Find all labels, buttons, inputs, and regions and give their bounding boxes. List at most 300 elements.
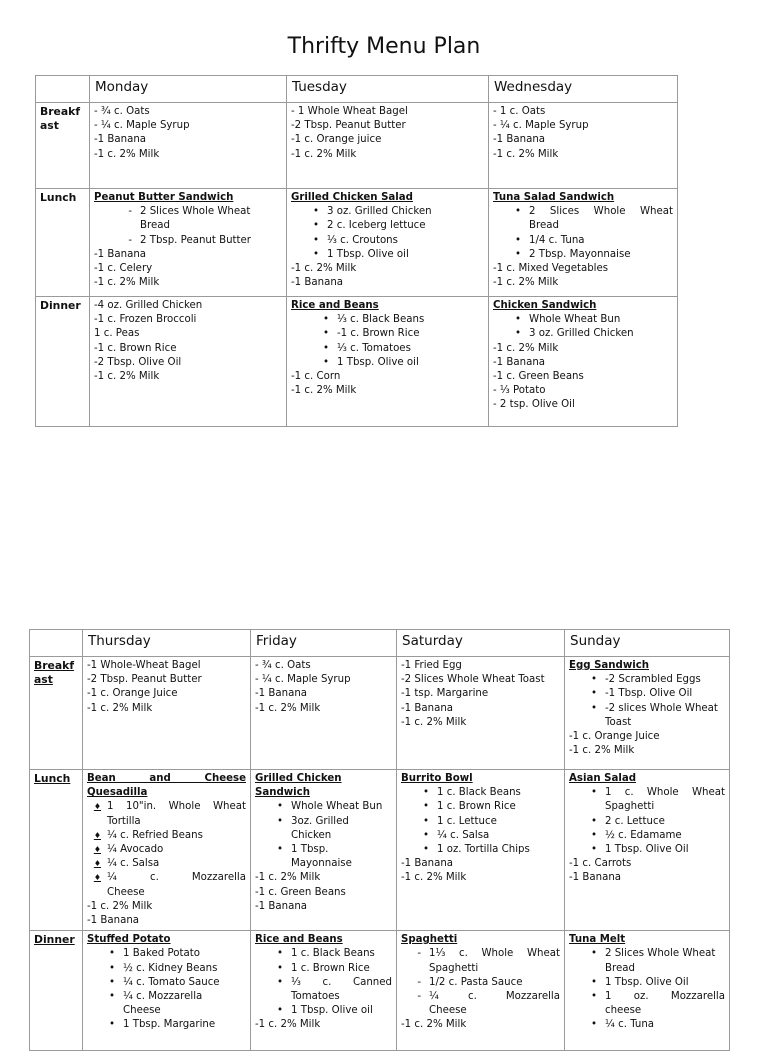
ingredient-item xyxy=(291,356,484,370)
ingredient-item xyxy=(255,843,392,857)
header-row xyxy=(30,630,730,657)
menu-item: -1 Banana xyxy=(291,277,344,289)
meal-name: Bean and Cheese xyxy=(87,773,246,784)
day-header-sunday: Sunday xyxy=(565,630,730,657)
meal-cell xyxy=(397,770,565,931)
ingredient-text: ⅓ c. Croutons xyxy=(327,234,398,246)
bullet-marker-icon: • xyxy=(515,328,522,340)
menu-item: -1 c. 2% Milk xyxy=(255,1019,321,1031)
meal-cell xyxy=(83,770,251,931)
menu-item: -1 c. 2% Milk xyxy=(493,277,559,289)
menu-item: -1 Banana xyxy=(493,134,546,146)
ingredient-text: Cheese xyxy=(107,886,145,898)
menu-item: -1 c. 2% Milk xyxy=(291,148,357,160)
ingredient-item xyxy=(87,843,246,857)
meal-cell xyxy=(251,770,397,931)
meal-cell xyxy=(90,189,287,297)
ingredient-text: Bread xyxy=(529,220,559,232)
ingredient-text: Spaghetti xyxy=(605,801,655,813)
ingredient-item xyxy=(493,205,673,219)
corner-cell xyxy=(30,630,83,657)
ingredient-item xyxy=(401,786,560,800)
ingredient-text: 1 c. Black Beans xyxy=(437,787,521,799)
ingredient-text: 1 Baked Potato xyxy=(123,948,200,960)
ingredient-item xyxy=(569,947,725,961)
meal-row-dinner xyxy=(36,297,678,427)
menu-item: - ¾ c. Oats xyxy=(255,660,311,671)
ingredient-text: 1 c. Brown Rice xyxy=(291,962,370,974)
dash-marker-icon: - xyxy=(417,991,421,1003)
ingredient-text: 1⅓ c. Whole Wheat xyxy=(429,948,560,960)
menu-item: - 1 c. Oats xyxy=(493,106,546,117)
bullet-marker-icon: • xyxy=(591,688,598,700)
ingredient-item xyxy=(493,313,673,327)
bullet-marker-icon: • xyxy=(423,801,430,813)
meal-cell xyxy=(83,657,251,770)
ingredient-item xyxy=(255,990,392,1004)
ingredient-item xyxy=(569,829,725,843)
ingredient-item xyxy=(255,962,392,976)
ingredient-text: 2 c. Iceberg lettuce xyxy=(327,220,426,232)
menu-item: -1 Fried Egg xyxy=(401,660,462,671)
menu-item: -1 c. Corn xyxy=(291,371,341,383)
ingredient-text: ½ c. Kidney Beans xyxy=(123,962,218,974)
row-label-breakfast: Breakf ast xyxy=(30,657,83,770)
ingredient-text: 1 10"in. Whole Wheat xyxy=(107,801,246,813)
menu-item: -1 c. 2% Milk xyxy=(291,263,357,275)
ingredient-text: Bread xyxy=(605,962,635,974)
menu-item: -1 c. 2% Milk xyxy=(94,371,160,383)
bullet-marker-icon: • xyxy=(277,844,284,856)
ingredient-item xyxy=(87,990,246,1004)
meal-name: Tuna Salad Sandwich xyxy=(493,192,615,203)
ingredient-text: 3oz. Grilled xyxy=(291,815,349,827)
ingredient-text: -1 Tbsp. Olive Oil xyxy=(605,688,693,700)
bullet-marker-icon: • xyxy=(323,342,330,354)
bullet-marker-icon: • xyxy=(277,948,284,960)
bullet-marker-icon xyxy=(591,716,605,730)
ingredient-text: 2 Slices Whole Wheat Bread xyxy=(140,206,251,232)
ingredient-item xyxy=(291,248,484,262)
meal-row-dinner xyxy=(30,931,730,1051)
ingredient-item xyxy=(569,962,725,976)
menu-item: -1 Banana xyxy=(94,134,147,146)
diamond-marker-icon: ♦ xyxy=(93,859,101,869)
ingredient-item xyxy=(291,313,484,327)
ingredient-text: 1 Tbsp. Olive oil xyxy=(291,1005,373,1017)
ingredient-text: ¼ c. Refried Beans xyxy=(107,829,203,841)
diamond-marker-icon xyxy=(93,886,107,900)
bullet-marker-icon: • xyxy=(515,314,522,326)
page-title: Thrifty Menu Plan xyxy=(287,34,481,59)
bullet-marker-icon xyxy=(591,800,605,814)
ingredient-item xyxy=(87,1018,246,1032)
ingredient-item xyxy=(401,990,560,1004)
bullet-marker-icon: • xyxy=(423,844,430,856)
ingredient-item xyxy=(401,962,560,976)
ingredient-item xyxy=(87,947,246,961)
ingredient-text: 1 Tbsp. Olive oil xyxy=(337,356,419,368)
bullet-marker-icon: • xyxy=(591,815,598,827)
ingredient-text: 2 Slices Whole Wheat xyxy=(605,948,716,960)
ingredient-item xyxy=(94,234,282,248)
ingredient-item xyxy=(569,1018,725,1032)
bullet-marker-icon: • xyxy=(591,948,598,960)
dash-marker-icon xyxy=(415,1004,429,1018)
bullet-marker-icon xyxy=(277,990,291,1004)
ingredient-item xyxy=(493,248,673,262)
ingredient-text: Tortilla xyxy=(107,815,141,827)
ingredient-text: Chicken xyxy=(291,829,332,841)
ingredient-item xyxy=(401,829,560,843)
menu-item: -1 c. 2% Milk xyxy=(291,385,357,397)
ingredient-item xyxy=(569,1004,725,1018)
meal-cell xyxy=(90,297,287,427)
menu-table-week-part1 xyxy=(35,75,678,427)
menu-item: -1 c. Green Beans xyxy=(255,886,346,898)
ingredient-text: Whole Wheat Bun xyxy=(529,314,621,326)
bullet-marker-icon: • xyxy=(313,248,320,260)
bullet-marker-icon xyxy=(515,219,529,233)
meal-cell xyxy=(251,931,397,1051)
row-label-lunch: Lunch xyxy=(36,189,90,297)
menu-item: -1 c. Orange Juice xyxy=(569,731,660,743)
ingredient-item xyxy=(87,815,246,829)
menu-item: -2 Tbsp. Olive Oil xyxy=(94,356,182,368)
ingredient-item xyxy=(255,947,392,961)
ingredient-item xyxy=(401,976,560,990)
ingredient-text: -2 Scrambled Eggs xyxy=(605,674,701,686)
ingredient-item xyxy=(87,886,246,900)
menu-item: -1 Banana xyxy=(569,872,622,884)
ingredient-text: ¼ c. Tuna xyxy=(605,1019,655,1031)
bullet-marker-icon: • xyxy=(423,787,430,799)
ingredient-item xyxy=(493,219,673,233)
ingredient-text: 1 c. Brown Rice xyxy=(437,801,516,813)
meal-cell xyxy=(489,189,678,297)
menu-item: -1 c. Carrots xyxy=(569,858,632,870)
menu-item: -1 c. Mixed Vegetables xyxy=(493,263,609,275)
menu-item: -1 c. 2% Milk xyxy=(87,900,153,912)
meal-cell xyxy=(83,931,251,1051)
menu-item: -1 Banana xyxy=(94,248,147,260)
ingredient-item xyxy=(569,976,725,990)
ingredient-item xyxy=(87,962,246,976)
ingredient-text: ¼ c. Mozzarella xyxy=(123,991,203,1003)
meal-cell xyxy=(565,770,730,931)
menu-item: -1 c. 2% Milk xyxy=(87,702,153,714)
ingredient-text: Tomatoes xyxy=(291,991,340,1003)
bullet-marker-icon: • xyxy=(277,1005,284,1017)
bullet-marker-icon: • xyxy=(109,991,116,1003)
bullet-marker-icon: • xyxy=(591,702,598,714)
meal-name: Spaghetti xyxy=(401,934,458,946)
ingredient-item xyxy=(87,857,246,871)
day-header-tuesday: Tuesday xyxy=(287,76,489,103)
meal-name: Sandwich xyxy=(255,787,310,799)
bullet-marker-icon: • xyxy=(277,815,284,827)
meal-cell xyxy=(565,931,730,1051)
row-label-breakfast: Breakf ast xyxy=(36,103,90,189)
menu-item: -1 Banana xyxy=(255,688,308,700)
meal-name: Quesadilla xyxy=(87,787,148,799)
ingredient-item xyxy=(94,205,282,233)
bullet-marker-icon: • xyxy=(313,220,320,232)
dash-marker-icon: - xyxy=(417,948,421,960)
ingredient-item xyxy=(569,702,725,716)
ingredient-text: 1 Tbsp. Olive Oil xyxy=(605,976,689,988)
ingredient-item xyxy=(401,1004,560,1018)
menu-item: 1 c. Peas xyxy=(94,328,140,340)
dash-marker-icon: - xyxy=(128,206,132,218)
ingredient-text: 2 Tbsp. Mayonnaise xyxy=(529,248,631,260)
ingredient-item xyxy=(569,687,725,701)
meal-cell xyxy=(397,931,565,1051)
ingredient-text: ¼ c. Tomato Sauce xyxy=(123,976,220,988)
diamond-marker-icon: ♦ xyxy=(93,802,101,812)
diamond-marker-icon: ♦ xyxy=(93,830,101,840)
bullet-marker-icon: • xyxy=(591,787,598,799)
menu-item: -1 c. 2% Milk xyxy=(255,702,321,714)
ingredient-item xyxy=(569,673,725,687)
menu-item: -1 Whole-Wheat Bagel xyxy=(87,660,201,671)
meal-name: Stuffed Potato xyxy=(87,934,171,946)
ingredient-item xyxy=(569,990,725,1004)
menu-item: -1 c. 2% Milk xyxy=(94,148,160,160)
ingredient-item xyxy=(87,829,246,843)
ingredient-item xyxy=(569,786,725,800)
ingredient-text: cheese xyxy=(605,1005,642,1017)
ingredient-text: Cheese xyxy=(429,1005,467,1017)
bullet-marker-icon: • xyxy=(591,991,598,1003)
dash-marker-icon: - xyxy=(128,234,132,246)
ingredient-item xyxy=(401,815,560,829)
menu-item: -1 c. Orange Juice xyxy=(87,688,178,700)
meal-row-lunch xyxy=(30,770,730,931)
meal-name: Rice and Beans xyxy=(255,934,343,946)
ingredient-item xyxy=(291,219,484,233)
bullet-marker-icon: • xyxy=(313,206,320,218)
diamond-marker-icon xyxy=(93,815,107,829)
bullet-marker-icon: • xyxy=(591,674,598,686)
ingredient-text: ⅓ c. Canned xyxy=(291,976,392,988)
ingredient-item xyxy=(493,327,673,341)
ingredient-item xyxy=(569,815,725,829)
menu-item: -1 c. 2% Milk xyxy=(569,745,635,757)
ingredient-text: 2 c. Lettuce xyxy=(605,815,665,827)
menu-item: -2 Tbsp. Peanut Butter xyxy=(87,674,202,686)
bullet-marker-icon xyxy=(277,857,291,871)
ingredient-text: 1 c. Lettuce xyxy=(437,815,497,827)
bullet-marker-icon: • xyxy=(423,829,430,841)
ingredient-item xyxy=(255,1004,392,1018)
ingredient-item xyxy=(401,800,560,814)
ingredient-item xyxy=(401,947,560,961)
bullet-marker-icon: • xyxy=(323,328,330,340)
ingredient-text: 1 c. Whole Wheat xyxy=(605,787,725,799)
ingredient-item xyxy=(493,234,673,248)
day-header-wednesday: Wednesday xyxy=(489,76,678,103)
ingredient-text: 3 oz. Grilled Chicken xyxy=(327,206,432,218)
ingredient-item xyxy=(291,327,484,341)
meal-cell xyxy=(565,657,730,770)
menu-item: -1 Banana xyxy=(401,702,454,714)
ingredient-text: -1 c. Brown Rice xyxy=(337,328,420,340)
bullet-marker-icon xyxy=(591,1004,605,1018)
ingredient-item xyxy=(87,800,246,814)
meal-cell xyxy=(489,103,678,189)
menu-item: -1 Banana xyxy=(87,915,140,927)
menu-item: -1 c. 2% Milk xyxy=(401,716,467,728)
menu-item: - ⅓ Potato xyxy=(493,385,546,397)
ingredient-text: Spaghetti xyxy=(429,962,479,974)
day-header-thursday: Thursday xyxy=(83,630,251,657)
ingredient-text: Cheese xyxy=(123,1005,161,1017)
meal-cell xyxy=(251,657,397,770)
day-header-friday: Friday xyxy=(251,630,397,657)
bullet-marker-icon: • xyxy=(277,801,284,813)
menu-item: -1 Banana xyxy=(493,356,546,368)
menu-item: - ¾ c. Oats xyxy=(94,106,150,117)
ingredient-text: 2 Tbsp. Peanut Butter xyxy=(140,234,251,246)
meal-name: Peanut Butter Sandwich xyxy=(94,192,234,203)
ingredient-text: 3 oz. Grilled Chicken xyxy=(529,328,634,340)
ingredient-item xyxy=(255,976,392,990)
meal-name: Egg Sandwich xyxy=(569,660,650,671)
ingredient-item xyxy=(87,1004,246,1018)
ingredient-text: 1/4 c. Tuna xyxy=(529,234,585,246)
ingredient-text: ¼ c. Salsa xyxy=(107,858,160,870)
bullet-marker-icon: • xyxy=(313,234,320,246)
menu-item: -1 c. 2% Milk xyxy=(94,277,160,289)
meal-cell xyxy=(489,297,678,427)
bullet-marker-icon: • xyxy=(423,815,430,827)
day-header-monday: Monday xyxy=(90,76,287,103)
bullet-marker-icon: • xyxy=(591,976,598,988)
ingredient-text: 2 Slices Whole Wheat xyxy=(529,206,673,218)
ingredient-text: ¼ c. Mozzarella xyxy=(429,991,560,1003)
meal-cell xyxy=(287,189,489,297)
menu-item: -1 c. Green Beans xyxy=(493,371,584,383)
ingredient-item xyxy=(255,829,392,843)
ingredient-text: Whole Wheat Bun xyxy=(291,801,383,813)
ingredient-text: 1 Tbsp. xyxy=(291,844,329,856)
menu-item: -2 Slices Whole Wheat Toast xyxy=(401,674,545,686)
ingredient-text: -2 slices Whole Wheat xyxy=(605,702,718,714)
menu-item: -2 Tbsp. Peanut Butter xyxy=(291,120,406,132)
ingredient-text: ¼ c. Mozzarella xyxy=(107,872,246,884)
meal-name: Burrito Bowl xyxy=(401,773,473,784)
menu-item: - 1 Whole Wheat Bagel xyxy=(291,106,408,117)
menu-item: -1 c. 2% Milk xyxy=(493,148,559,160)
ingredient-text: ½ c. Edamame xyxy=(605,829,682,841)
bullet-marker-icon: • xyxy=(277,976,284,988)
ingredient-text: ¼ c. Salsa xyxy=(437,829,490,841)
bullet-marker-icon xyxy=(277,829,291,843)
ingredient-item xyxy=(255,800,392,814)
ingredient-item xyxy=(569,800,725,814)
bullet-marker-icon xyxy=(109,1004,123,1018)
menu-item: - ¼ c. Maple Syrup xyxy=(94,120,190,132)
menu-item: -1 c. 2% Milk xyxy=(401,872,467,884)
meal-name: Chicken Sandwich xyxy=(493,300,597,311)
meal-name: Tuna Melt xyxy=(569,934,626,946)
ingredient-text: 1 Tbsp. Olive oil xyxy=(327,248,409,260)
dash-marker-icon: - xyxy=(417,976,421,988)
menu-table-week-part2 xyxy=(29,629,730,1051)
menu-item: - 2 tsp. Olive Oil xyxy=(493,399,575,411)
ingredient-text: 1 Tbsp. Olive Oil xyxy=(605,844,689,856)
menu-item: -1 c. 2% Milk xyxy=(493,342,559,354)
ingredient-item xyxy=(291,342,484,356)
bullet-marker-icon: • xyxy=(591,1019,598,1031)
bullet-marker-icon: • xyxy=(591,829,598,841)
ingredient-text: ⅓ c. Tomatoes xyxy=(337,342,411,354)
ingredient-item xyxy=(255,857,392,871)
diamond-marker-icon: ♦ xyxy=(93,845,101,855)
bullet-marker-icon: • xyxy=(109,1019,116,1031)
menu-item: -1 c. Brown Rice xyxy=(94,342,177,354)
menu-item: -1 c. 2% Milk xyxy=(401,1019,467,1031)
bullet-marker-icon: • xyxy=(109,962,116,974)
ingredient-text: Toast xyxy=(605,716,632,728)
meal-name: Asian Salad xyxy=(569,773,636,784)
ingredient-item xyxy=(291,234,484,248)
menu-item: -1 c. 2% Milk xyxy=(255,872,321,884)
ingredient-item xyxy=(569,716,725,730)
meal-row-breakfast xyxy=(36,103,678,189)
ingredient-text: ⅓ c. Black Beans xyxy=(337,314,425,326)
ingredient-item xyxy=(291,205,484,219)
bullet-marker-icon: • xyxy=(109,976,116,988)
bullet-marker-icon xyxy=(591,962,605,976)
menu-item: - ¼ c. Maple Syrup xyxy=(493,120,589,132)
ingredient-text: 1 oz. Mozzarella xyxy=(605,991,725,1003)
ingredient-text: ¼ Avocado xyxy=(107,844,164,856)
meal-row-breakfast xyxy=(30,657,730,770)
meal-name: Grilled Chicken xyxy=(255,773,342,784)
ingredient-item xyxy=(87,871,246,885)
menu-item: -4 oz. Grilled Chicken xyxy=(94,300,203,311)
ingredient-item xyxy=(569,843,725,857)
meal-name: Rice and Beans xyxy=(291,300,379,311)
bullet-marker-icon: • xyxy=(515,248,522,260)
meal-cell xyxy=(287,297,489,427)
ingredient-text: Mayonnaise xyxy=(291,858,352,870)
ingredient-text: 1/2 c. Pasta Sauce xyxy=(429,976,523,988)
corner-cell xyxy=(36,76,90,103)
menu-item: -1 Banana xyxy=(401,858,454,870)
row-label-lunch: Lunch xyxy=(30,770,83,931)
row-label-dinner: Dinner xyxy=(36,297,90,427)
dash-marker-icon xyxy=(415,962,429,976)
ingredient-item xyxy=(401,843,560,857)
bullet-marker-icon: • xyxy=(277,962,284,974)
bullet-marker-icon: • xyxy=(515,206,522,218)
bullet-marker-icon: • xyxy=(591,844,598,856)
menu-item: - ¼ c. Maple Syrup xyxy=(255,674,351,686)
ingredient-text: 1 Tbsp. Margarine xyxy=(123,1019,216,1031)
row-label-dinner: Dinner xyxy=(30,931,83,1051)
ingredient-text: 1 c. Black Beans xyxy=(291,948,375,960)
bullet-marker-icon: • xyxy=(515,234,522,246)
meal-cell xyxy=(397,657,565,770)
menu-item: -1 Banana xyxy=(255,900,308,912)
menu-item: -1 tsp. Margarine xyxy=(401,688,489,700)
ingredient-item xyxy=(255,815,392,829)
meal-row-lunch xyxy=(36,189,678,297)
day-header-saturday: Saturday xyxy=(397,630,565,657)
